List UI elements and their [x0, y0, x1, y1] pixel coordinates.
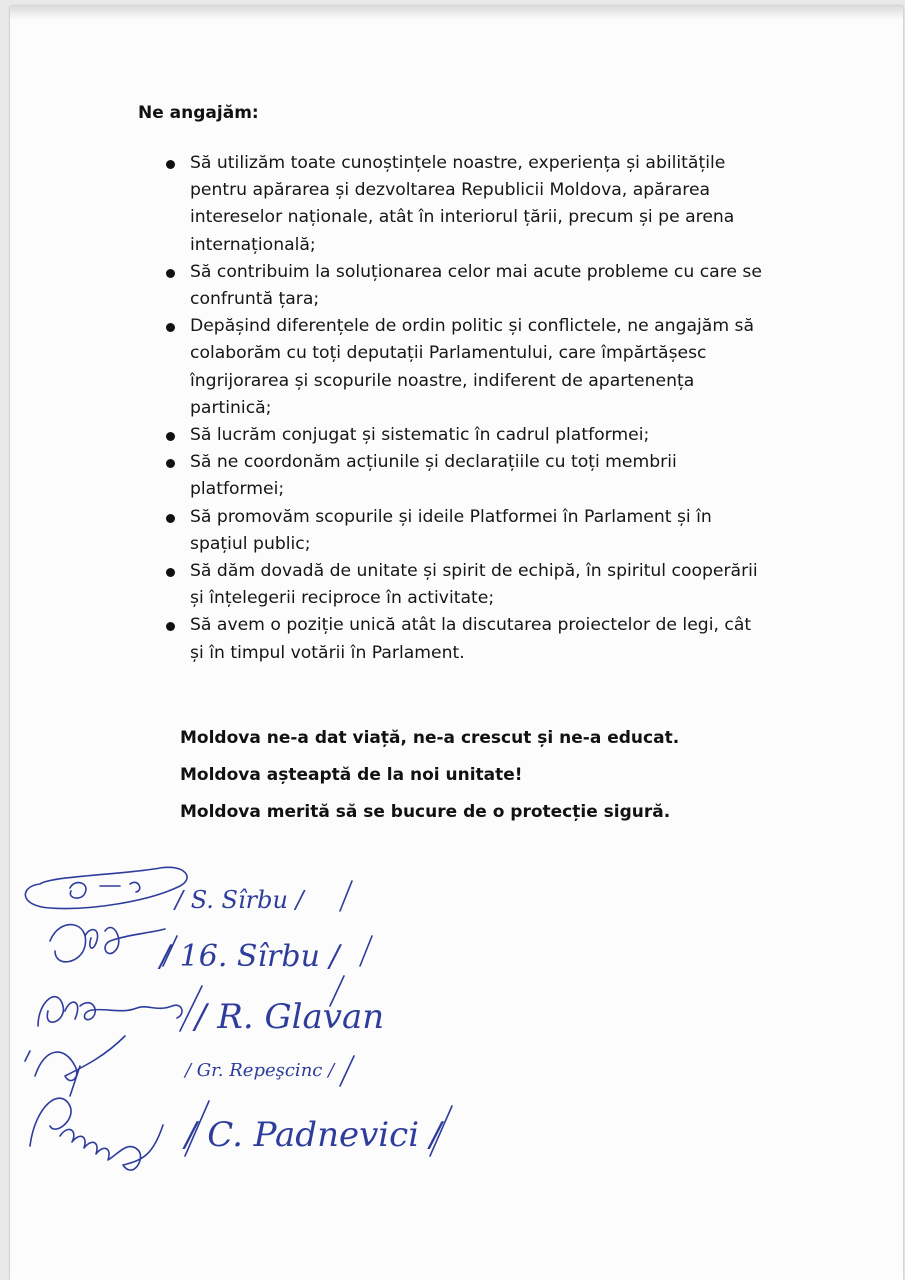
- list-item: Să promovăm scopurile și ideile Platformei în Parlament și în spațiul public;: [160, 504, 770, 558]
- bullet-icon: [166, 269, 175, 278]
- closing-line: Moldova așteaptă de la noi unitate!: [180, 765, 523, 785]
- bullet-icon: [166, 514, 175, 523]
- bullet-icon: [166, 568, 175, 577]
- bullet-icon: [166, 622, 175, 631]
- signature-mark: [70, 882, 140, 898]
- list-item: Să ne coordonăm acțiunile și declarațiile cu toți membrii platformei;: [160, 449, 770, 503]
- signature-mark: [25, 867, 187, 908]
- list-item: Să utilizăm toate cunoștințele noastre, experiența și abilitățile pentru apărarea și dezvoltarea Republicii Moldova, apărarea intereselor naționale, atât în interiorul țării, precum și pe arena internațională;: [160, 150, 770, 259]
- signature-mark: [38, 997, 182, 1026]
- signature-mark: [25, 1036, 125, 1096]
- list-item: Să avem o poziție unică atât la discutarea proiectelor de legi, cât și în timpul votării în Parlament.: [160, 612, 770, 666]
- signature-mark: [30, 1098, 163, 1170]
- signature-name: / Gr. Repeşcinc /: [185, 1060, 335, 1081]
- commitments-heading: Ne angajăm:: [138, 103, 259, 123]
- signature-name: / 16. Sîrbu /: [160, 939, 340, 974]
- signature-name: / R. Glavan: [195, 997, 385, 1037]
- bullet-icon: [166, 459, 175, 468]
- bullet-icon: [166, 323, 175, 332]
- signature-mark: [50, 925, 165, 962]
- document-page: [10, 6, 903, 1280]
- list-item: Depășind diferențele de ordin politic și conflictele, ne angajăm să colaborăm cu toți deputații Parlamentului, care împărtășesc îngrijorarea și scopurile noastre, indiferent de apartenența partinică;: [160, 313, 770, 422]
- bullet-icon: [166, 432, 175, 441]
- closing-statements: [180, 728, 740, 839]
- list-item: Să contribuim la soluționarea celor mai acute probleme cu care se confruntă țara;: [160, 259, 770, 313]
- list-item: Să dăm dovadă de unitate și spirit de echipă, în spiritul cooperării și înțelegerii reciproce în activitate;: [160, 558, 770, 612]
- closing-line: Moldova merită să se bucure de o protecție sigură.: [180, 802, 671, 822]
- signature-name: / C. Padnevici /: [185, 1115, 442, 1155]
- list-item: Să lucrăm conjugat și sistematic în cadrul platformei;: [160, 422, 770, 449]
- commitments-list: [160, 150, 770, 667]
- closing-line: Moldova ne-a dat viață, ne-a crescut și ne-a educat.: [180, 728, 680, 748]
- signature-name: / S. Sîrbu /: [175, 886, 304, 914]
- bullet-icon: [166, 160, 175, 169]
